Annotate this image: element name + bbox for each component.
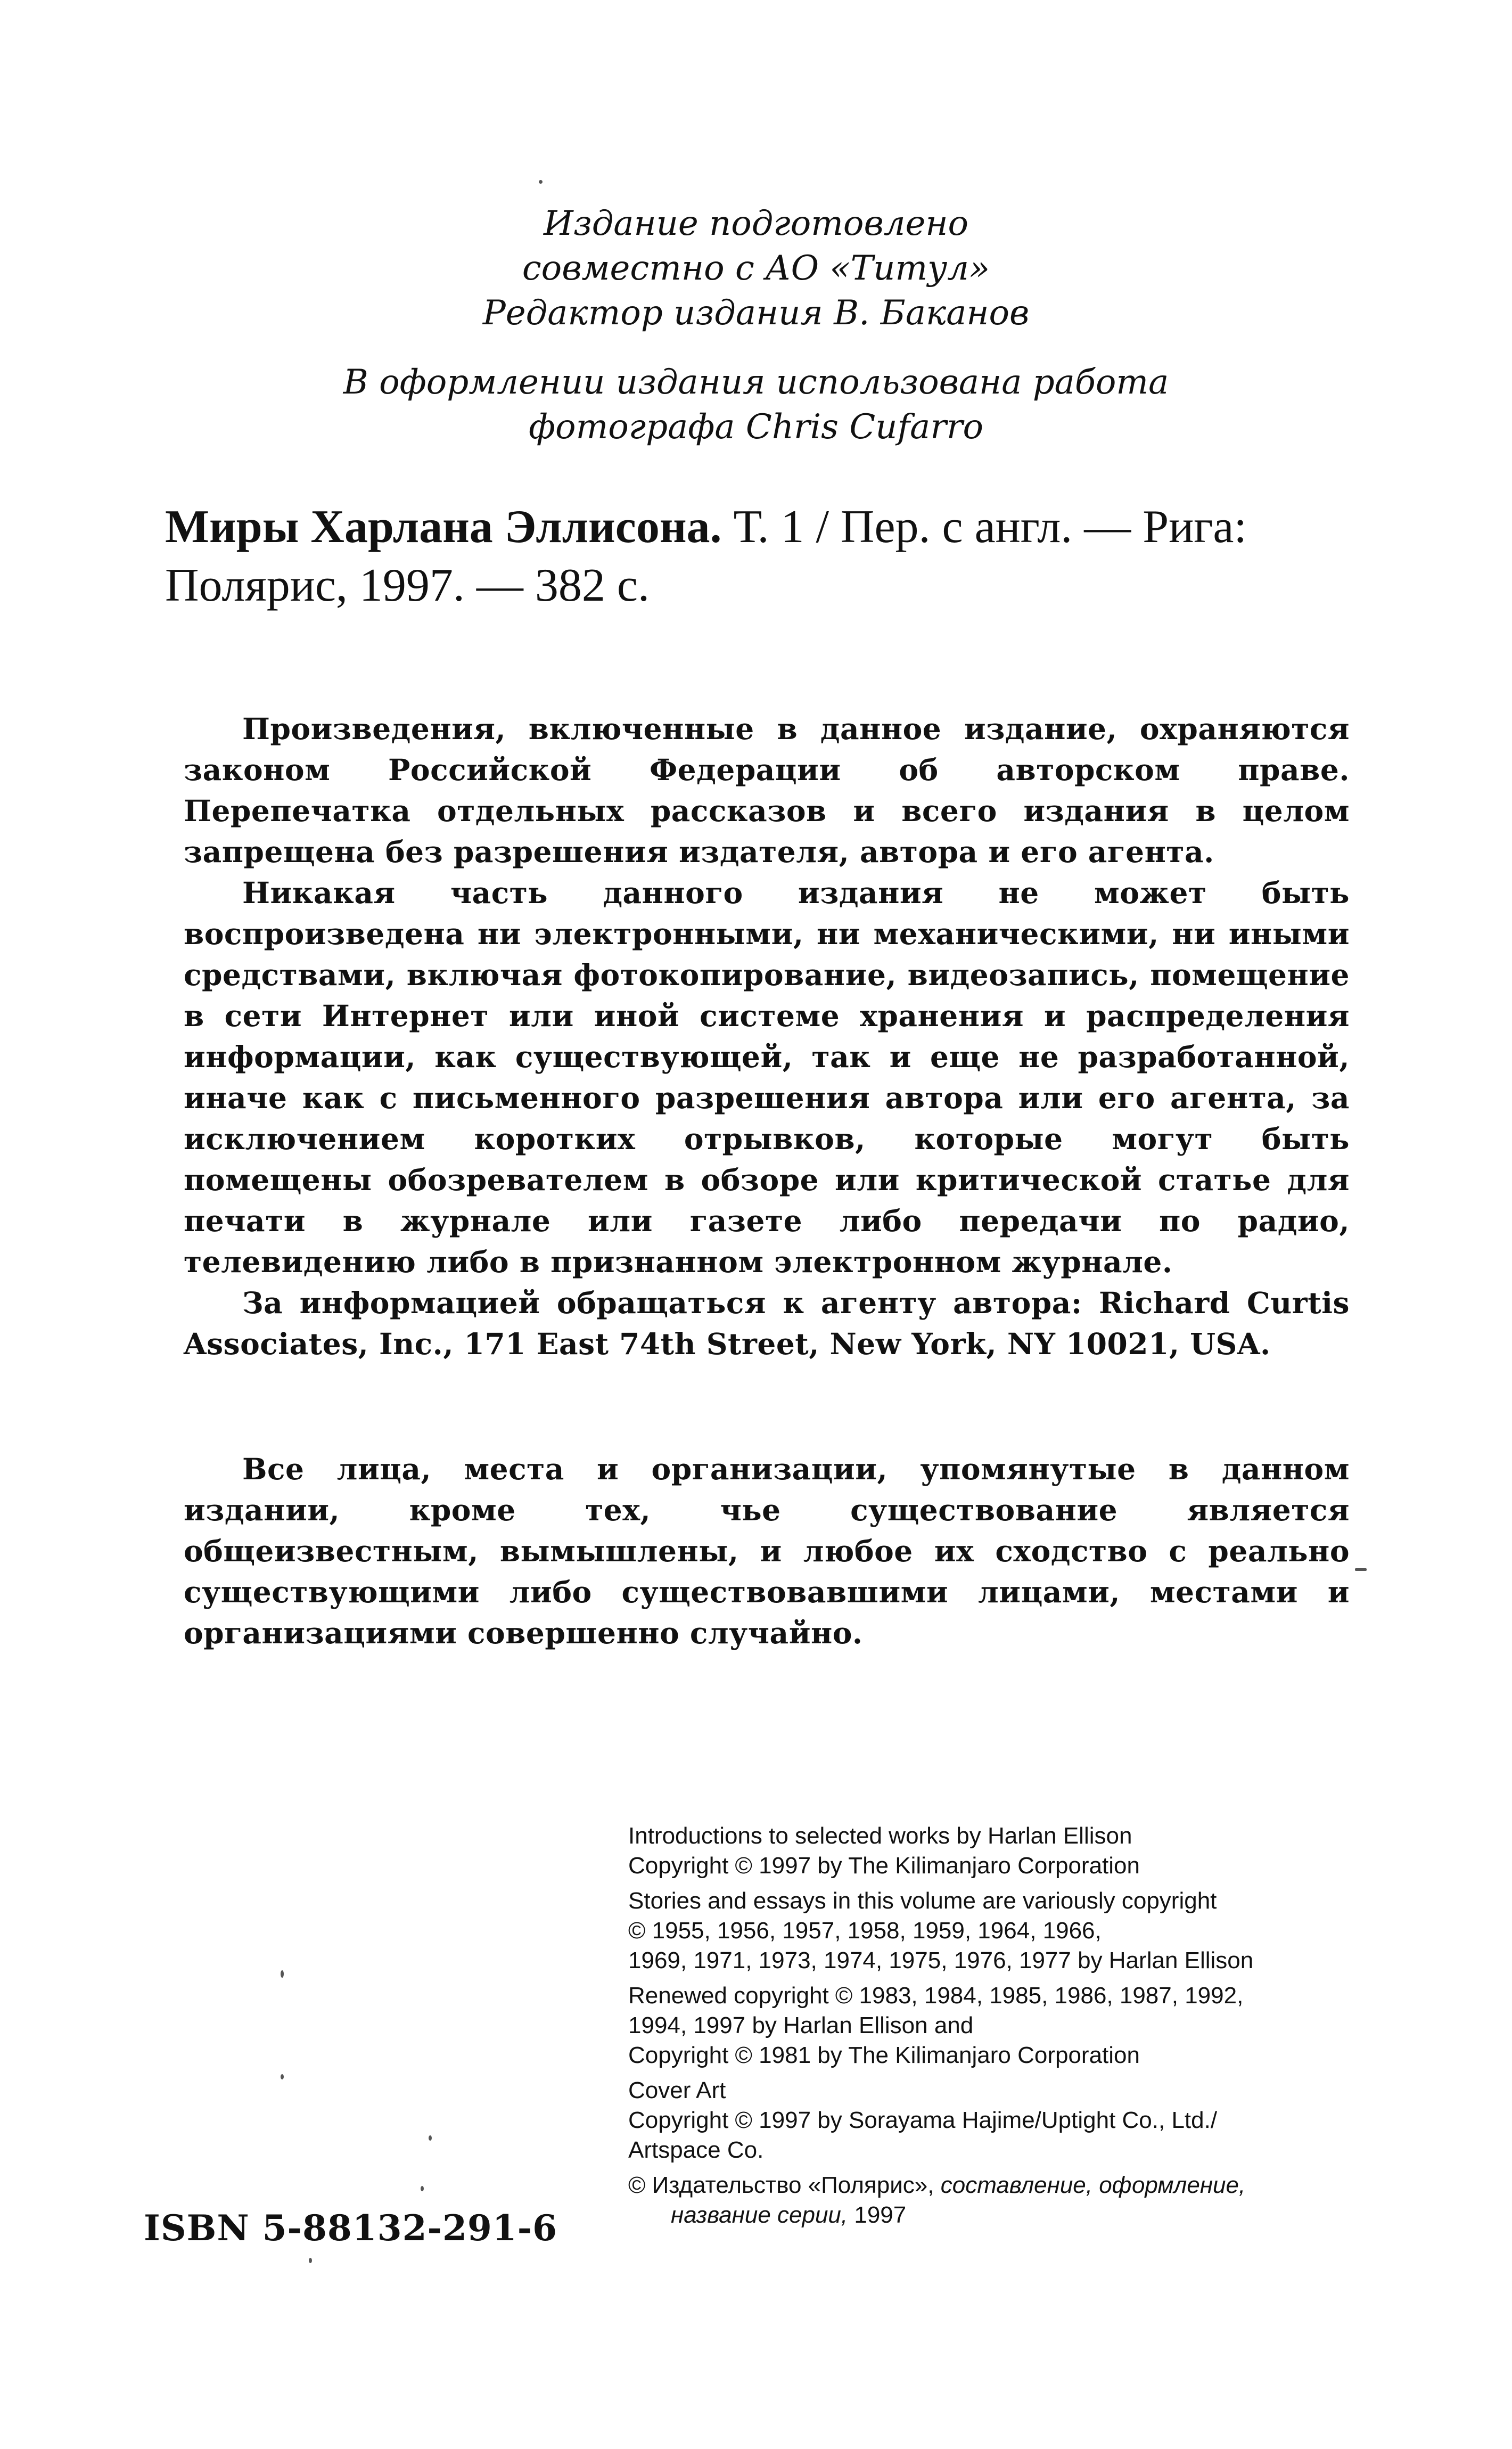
isbn-number: ISBN 5-88132-291-6 [144, 2207, 558, 2249]
copyright-line: Artspace Co. [628, 2137, 764, 2163]
publisher-line [628, 2200, 1395, 2230]
bibliographic-line-1 [165, 498, 1368, 556]
copyright-line: Introductions to selected works by Harlan Ellison [628, 1823, 1132, 1849]
copyright-line: 1994, 1997 by Harlan Ellison and [628, 2012, 974, 2038]
scan-speck [421, 2186, 424, 2191]
credit-line: Редактор издания В. Баканов [482, 293, 1030, 333]
copyright-line: Copyright © 1981 by The Kilimanjaro Corporation [628, 2042, 1140, 2068]
scan-speck [309, 2258, 312, 2263]
scan-speck [429, 2135, 432, 2141]
scan-speck [281, 2074, 284, 2079]
copyright-line: Copyright © 1997 by Sorayama Hajime/Uptight Co., Ltd./ [628, 2107, 1218, 2133]
copyright-group [628, 1821, 1395, 1881]
agent-contact-paragraph: За информацией обращаться к агенту автора: Richard Curtis Associates, Inc., 171 East 74th Street, New York, NY 10021, USA. [184, 1285, 1350, 1361]
scan-speck [281, 1970, 284, 1978]
copyright-group [628, 1886, 1395, 1976]
design-credit-line: В оформлении издания использована работа [343, 363, 1169, 402]
copyright-line: Cover Art [628, 2077, 726, 2103]
credit-line: Издание подготовлено [544, 204, 968, 243]
copyright-group [628, 1981, 1395, 2070]
copyright-line: Copyright © 1997 by The Kilimanjaro Corporation [628, 1853, 1140, 1879]
fiction-disclaimer-text: Все лица, места и организации, упомянутые в данном издании, кроме тех, чье существование является общеизвестным, вымышлены, и любое их сходство с реально существующими либо существовавшими лицами, местами и организациями совершенно случайно. [184, 1452, 1350, 1650]
rights-notice [184, 708, 1350, 1364]
rights-paragraph: Никакая часть данного издания не может быть воспроизведена ни электронными, ни механическими, ни иными средствами, включая фотокопирование, видеозапись, помещение в сети Интернет или иной системе хранения и распределения информации, как существующей, так и еще не разработанной, иначе как с письменного разрешения автора или его агента, за исключением коротких отрывков, которые могут быть помещены обозревателем в обзоре или критической статье для печати в журнале или газете либо передачи по радио, телевидению либо в признанном электронном журнале. [184, 875, 1350, 1279]
publisher-line [628, 2170, 1395, 2200]
copyright-line: Stories and essays in this volume are variously copyright [628, 1888, 1217, 1914]
design-credit-line: фотографа Chris Cufarro [528, 407, 984, 447]
bibliographic-line-2: Полярис, 1997. — 382 с. [165, 560, 650, 611]
publisher-year: 1997 [848, 2202, 907, 2228]
fiction-disclaimer [184, 1448, 1350, 1653]
copyright-line: © 1955, 1956, 1957, 1958, 1959, 1964, 1966, [628, 1918, 1102, 1944]
edition-credits [0, 201, 1512, 335]
scan-speck [1355, 1568, 1367, 1571]
copyright-line: Renewed copyright © 1983, 1984, 1985, 1986, 1987, 1992, [628, 1983, 1244, 2009]
bibliographic-details: Т. 1 / Пер. с англ. — Рига: [721, 501, 1247, 553]
publisher-copyright [628, 2170, 1395, 2230]
scan-speck [539, 180, 543, 184]
copyright-notices [628, 1821, 1395, 2235]
copyright-line: 1969, 1971, 1973, 1974, 1975, 1976, 1977 by Harlan Ellison [628, 1947, 1254, 1973]
publisher-name: © Издательство «Полярис», [628, 2172, 941, 2198]
copyright-group [628, 2076, 1395, 2165]
rights-paragraph: Произведения, включенные в данное издание, охраняются законом Российской Федерации об авторском праве. Перепечатка отдельных рассказов и всего издания в целом запрещена без разрешения издателя, автора и его агента. [184, 711, 1350, 869]
publisher-rights: название серии, [671, 2202, 848, 2228]
publisher-rights: составление, оформление, [940, 2172, 1246, 2198]
book-title: Миры Харлана Эллисона. [165, 501, 722, 553]
design-credit [0, 360, 1512, 449]
bibliographic-record [165, 498, 1368, 615]
credit-line: совместно с АО «Титул» [522, 249, 990, 288]
